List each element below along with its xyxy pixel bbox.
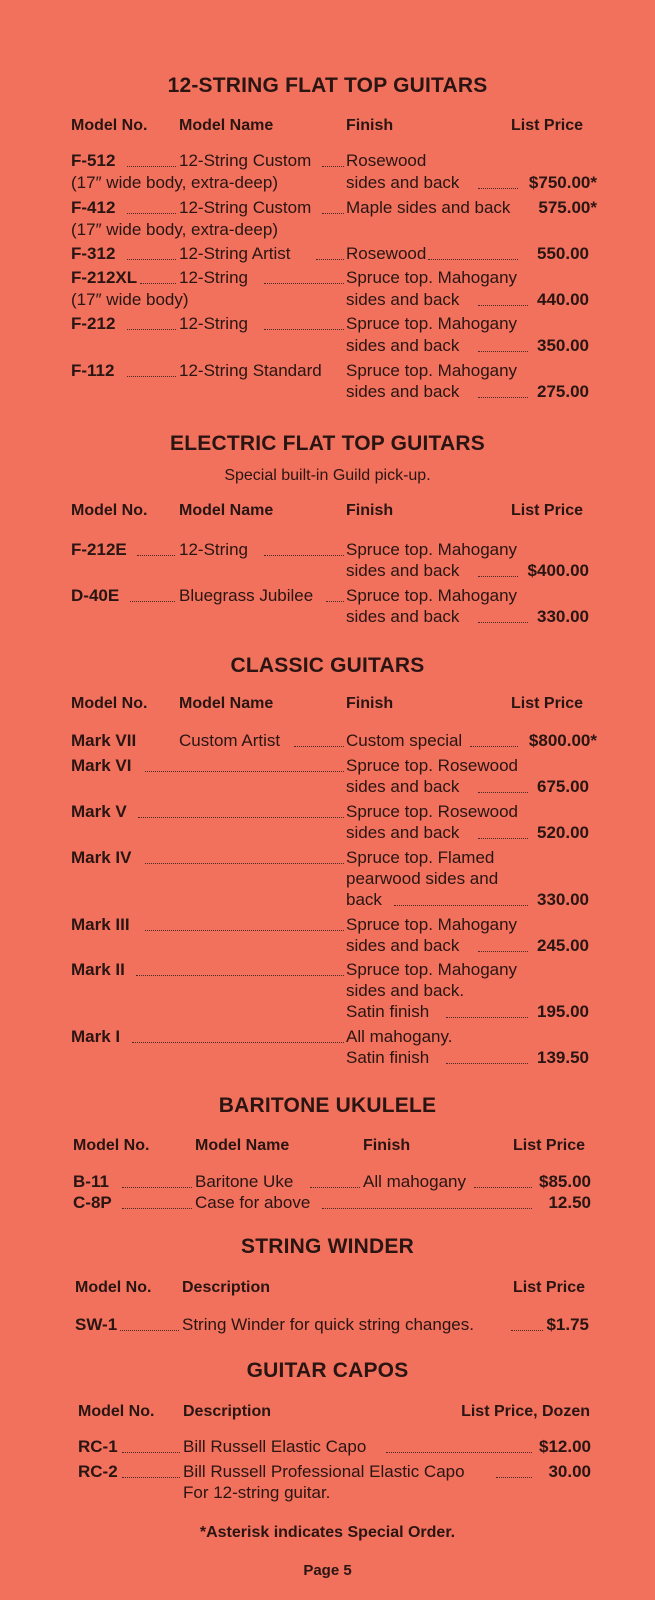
- leader-dots: [428, 259, 518, 260]
- model-no: RC-1: [78, 1437, 118, 1456]
- leader-dots: [132, 1042, 344, 1043]
- leader-dots: [446, 1017, 528, 1018]
- leader-dots: [511, 1330, 543, 1331]
- finish: Satin finish: [346, 1002, 430, 1021]
- model-no: F-412: [71, 198, 116, 217]
- leader-dots: [127, 259, 176, 260]
- header-list-price: List Price: [511, 502, 584, 519]
- header-list-price: List Price: [511, 695, 584, 712]
- finish: Spruce top. Mahogany: [346, 586, 518, 605]
- list-price: $750.00*: [528, 173, 597, 192]
- leader-dots: [478, 351, 528, 352]
- model-name: Bluegrass Jubilee: [179, 586, 314, 605]
- section-title-capos: GUITAR CAPOS: [246, 1359, 409, 1382]
- header-finish: Finish: [346, 502, 394, 519]
- model-no: SW-1: [75, 1315, 118, 1334]
- header-model-name: Model Name: [179, 695, 274, 712]
- leader-dots: [316, 259, 344, 260]
- model-no: B-11: [73, 1172, 109, 1191]
- model-name: 12-String Artist: [179, 244, 291, 263]
- model-no: Mark VII: [71, 731, 137, 750]
- finish: pearwood sides and: [346, 869, 499, 888]
- leader-dots: [138, 817, 344, 818]
- description: Bill Russell Elastic Capo: [183, 1437, 367, 1456]
- model-no: F-212XL: [71, 268, 138, 287]
- leader-dots: [130, 601, 175, 602]
- header-model-no: Model No.: [71, 117, 148, 134]
- finish: sides and back: [346, 561, 460, 580]
- leader-dots: [478, 951, 528, 952]
- leader-dots: [122, 1452, 180, 1453]
- finish: back: [346, 890, 382, 909]
- leader-dots: [264, 283, 344, 284]
- leader-dots: [145, 771, 344, 772]
- model-name: 12-String Custom: [179, 198, 312, 217]
- model-note: (17″ wide body): [71, 290, 189, 309]
- header-model-name: Model Name: [179, 502, 274, 519]
- list-price: $1.75: [546, 1315, 589, 1334]
- leader-dots: [474, 1187, 532, 1188]
- leader-dots: [127, 166, 176, 167]
- section-title-12-string: 12-STRING FLAT TOP GUITARS: [167, 74, 488, 97]
- leader-dots: [127, 376, 176, 377]
- description: Bill Russell Professional Elastic Capo: [183, 1462, 465, 1481]
- leader-dots: [137, 555, 175, 556]
- leader-dots: [478, 576, 518, 577]
- model-no: Mark III: [71, 915, 130, 934]
- section-title-classic: CLASSIC GUITARS: [230, 654, 425, 677]
- finish: sides and back: [346, 607, 460, 626]
- leader-dots: [136, 975, 344, 976]
- list-price: 350.00: [537, 336, 589, 355]
- model-no: F-212: [71, 314, 116, 333]
- finish: sides and back: [346, 382, 460, 401]
- leader-dots: [264, 555, 344, 556]
- leader-dots: [478, 188, 518, 189]
- leader-dots: [122, 1477, 180, 1478]
- leader-dots: [326, 601, 344, 602]
- leader-dots: [145, 863, 344, 864]
- list-price: $85.00: [539, 1172, 591, 1191]
- list-price: 139.50: [537, 1048, 589, 1067]
- model-no: D-40E: [71, 586, 120, 605]
- section-title-winder: STRING WINDER: [241, 1235, 414, 1258]
- model-name: 12-String: [179, 314, 248, 333]
- finish: Spruce top. Mahogany: [346, 361, 518, 380]
- leader-dots: [122, 1208, 192, 1209]
- leader-dots: [478, 305, 528, 306]
- model-name: Custom Artist: [179, 731, 281, 750]
- model-no: F-512: [71, 151, 116, 170]
- list-price: 675.00: [537, 777, 589, 796]
- header-finish: Finish: [346, 117, 394, 134]
- finish: All mahogany.: [346, 1027, 453, 1046]
- header-model-no: Model No.: [75, 1279, 152, 1296]
- list-price: 245.00: [537, 936, 589, 955]
- model-name: 12-String: [179, 268, 248, 287]
- model-note: (17″ wide body, extra-deep): [71, 173, 278, 192]
- leader-dots: [394, 905, 528, 906]
- finish: Spruce top. Mahogany: [346, 960, 518, 979]
- model-no: F-112: [71, 361, 115, 380]
- header-description: Description: [182, 1279, 271, 1296]
- finish: sides and back: [346, 290, 460, 309]
- header-list-price: List Price: [513, 1279, 586, 1296]
- list-price: 12.50: [548, 1193, 591, 1212]
- header-description: Description: [183, 1403, 272, 1420]
- header-model-no: Model No.: [78, 1403, 155, 1420]
- leader-dots: [310, 1187, 360, 1188]
- finish: sides and back: [346, 336, 460, 355]
- header-model-no: Model No.: [71, 502, 148, 519]
- leader-dots: [122, 1187, 192, 1188]
- leader-dots: [478, 397, 528, 398]
- model-name: 12-String Standard: [179, 361, 322, 380]
- finish: Satin finish: [346, 1048, 430, 1067]
- page-number: Page 5: [303, 1562, 352, 1579]
- model-no: C-8P: [73, 1193, 112, 1212]
- leader-dots: [264, 329, 344, 330]
- finish: sides and back: [346, 173, 460, 192]
- leader-dots: [127, 213, 176, 214]
- model-no: RC-2: [78, 1462, 118, 1481]
- finish: sides and back: [346, 936, 460, 955]
- leader-dots: [140, 283, 176, 284]
- finish: Spruce top. Rosewood: [346, 756, 518, 775]
- list-price: 575.00*: [538, 198, 597, 217]
- finish: Spruce top. Mahogany: [346, 540, 518, 559]
- finish: sides and back.: [346, 981, 465, 1000]
- finish: All mahogany: [363, 1172, 467, 1191]
- model-name: Case for above: [195, 1193, 311, 1212]
- leader-dots: [145, 930, 344, 931]
- list-price: 275.00: [537, 382, 589, 401]
- model-no: F-312: [71, 244, 116, 263]
- list-price: $400.00: [527, 561, 589, 580]
- finish: sides and back: [346, 823, 460, 842]
- model-no: Mark V: [71, 802, 127, 821]
- model-no: F-212E: [71, 540, 127, 559]
- list-price: 330.00: [537, 890, 589, 909]
- header-model-no: Model No.: [73, 1137, 150, 1154]
- leader-dots: [478, 622, 528, 623]
- description: String Winder for quick string changes.: [182, 1315, 474, 1334]
- list-price: 30.00: [548, 1462, 591, 1481]
- footnote-special-order: *Asterisk indicates Special Order.: [199, 1524, 456, 1541]
- list-price: 520.00: [537, 823, 589, 842]
- leader-dots: [294, 746, 344, 747]
- model-no: Mark VI: [71, 756, 132, 775]
- list-price: $12.00: [539, 1437, 591, 1456]
- list-price: 330.00: [537, 607, 589, 626]
- finish: Custom special: [346, 731, 463, 750]
- list-price: 550.00: [537, 244, 589, 263]
- list-price: $800.00*: [528, 731, 597, 750]
- finish: Spruce top. Mahogany: [346, 314, 518, 333]
- header-finish: Finish: [346, 695, 394, 712]
- leader-dots: [127, 329, 176, 330]
- header-list-price: List Price, Dozen: [461, 1403, 590, 1420]
- header-list-price: List Price: [511, 117, 584, 134]
- leader-dots: [386, 1452, 532, 1453]
- model-no: Mark I: [71, 1027, 121, 1046]
- list-price: 440.00: [537, 290, 589, 309]
- leader-dots: [478, 792, 528, 793]
- header-model-name: Model Name: [195, 1137, 290, 1154]
- model-note: (17″ wide body, extra-deep): [71, 220, 278, 239]
- finish: Spruce top. Rosewood: [346, 802, 518, 821]
- finish: Maple sides and back: [346, 198, 511, 217]
- section-title-ukulele: BARITONE UKULELE: [218, 1094, 437, 1117]
- section-subtitle: Special built-in Guild pick-up.: [224, 467, 431, 484]
- finish: Spruce top. Mahogany: [346, 268, 518, 287]
- leader-dots: [322, 166, 344, 167]
- leader-dots: [470, 746, 518, 747]
- finish: Rosewood: [346, 151, 427, 170]
- header-list-price: List Price: [513, 1137, 586, 1154]
- description: For 12-string guitar.: [183, 1483, 331, 1502]
- leader-dots: [478, 838, 528, 839]
- finish: Spruce top. Flamed: [346, 848, 495, 867]
- list-price: 195.00: [537, 1002, 589, 1021]
- leader-dots: [120, 1330, 179, 1331]
- leader-dots: [496, 1477, 532, 1478]
- model-name: Baritone Uke: [195, 1172, 294, 1191]
- section-title-electric: ELECTRIC FLAT TOP GUITARS: [170, 432, 485, 455]
- finish: Spruce top. Mahogany: [346, 915, 518, 934]
- leader-dots: [322, 213, 344, 214]
- model-name: 12-String: [179, 540, 248, 559]
- finish: Rosewood: [346, 244, 427, 263]
- header-model-name: Model Name: [179, 117, 274, 134]
- header-model-no: Model No.: [71, 695, 148, 712]
- model-name: 12-String Custom: [179, 151, 312, 170]
- leader-dots: [446, 1063, 528, 1064]
- finish: sides and back: [346, 777, 460, 796]
- leader-dots: [322, 1208, 532, 1209]
- model-no: Mark II: [71, 960, 125, 979]
- model-no: Mark IV: [71, 848, 132, 867]
- header-finish: Finish: [363, 1137, 411, 1154]
